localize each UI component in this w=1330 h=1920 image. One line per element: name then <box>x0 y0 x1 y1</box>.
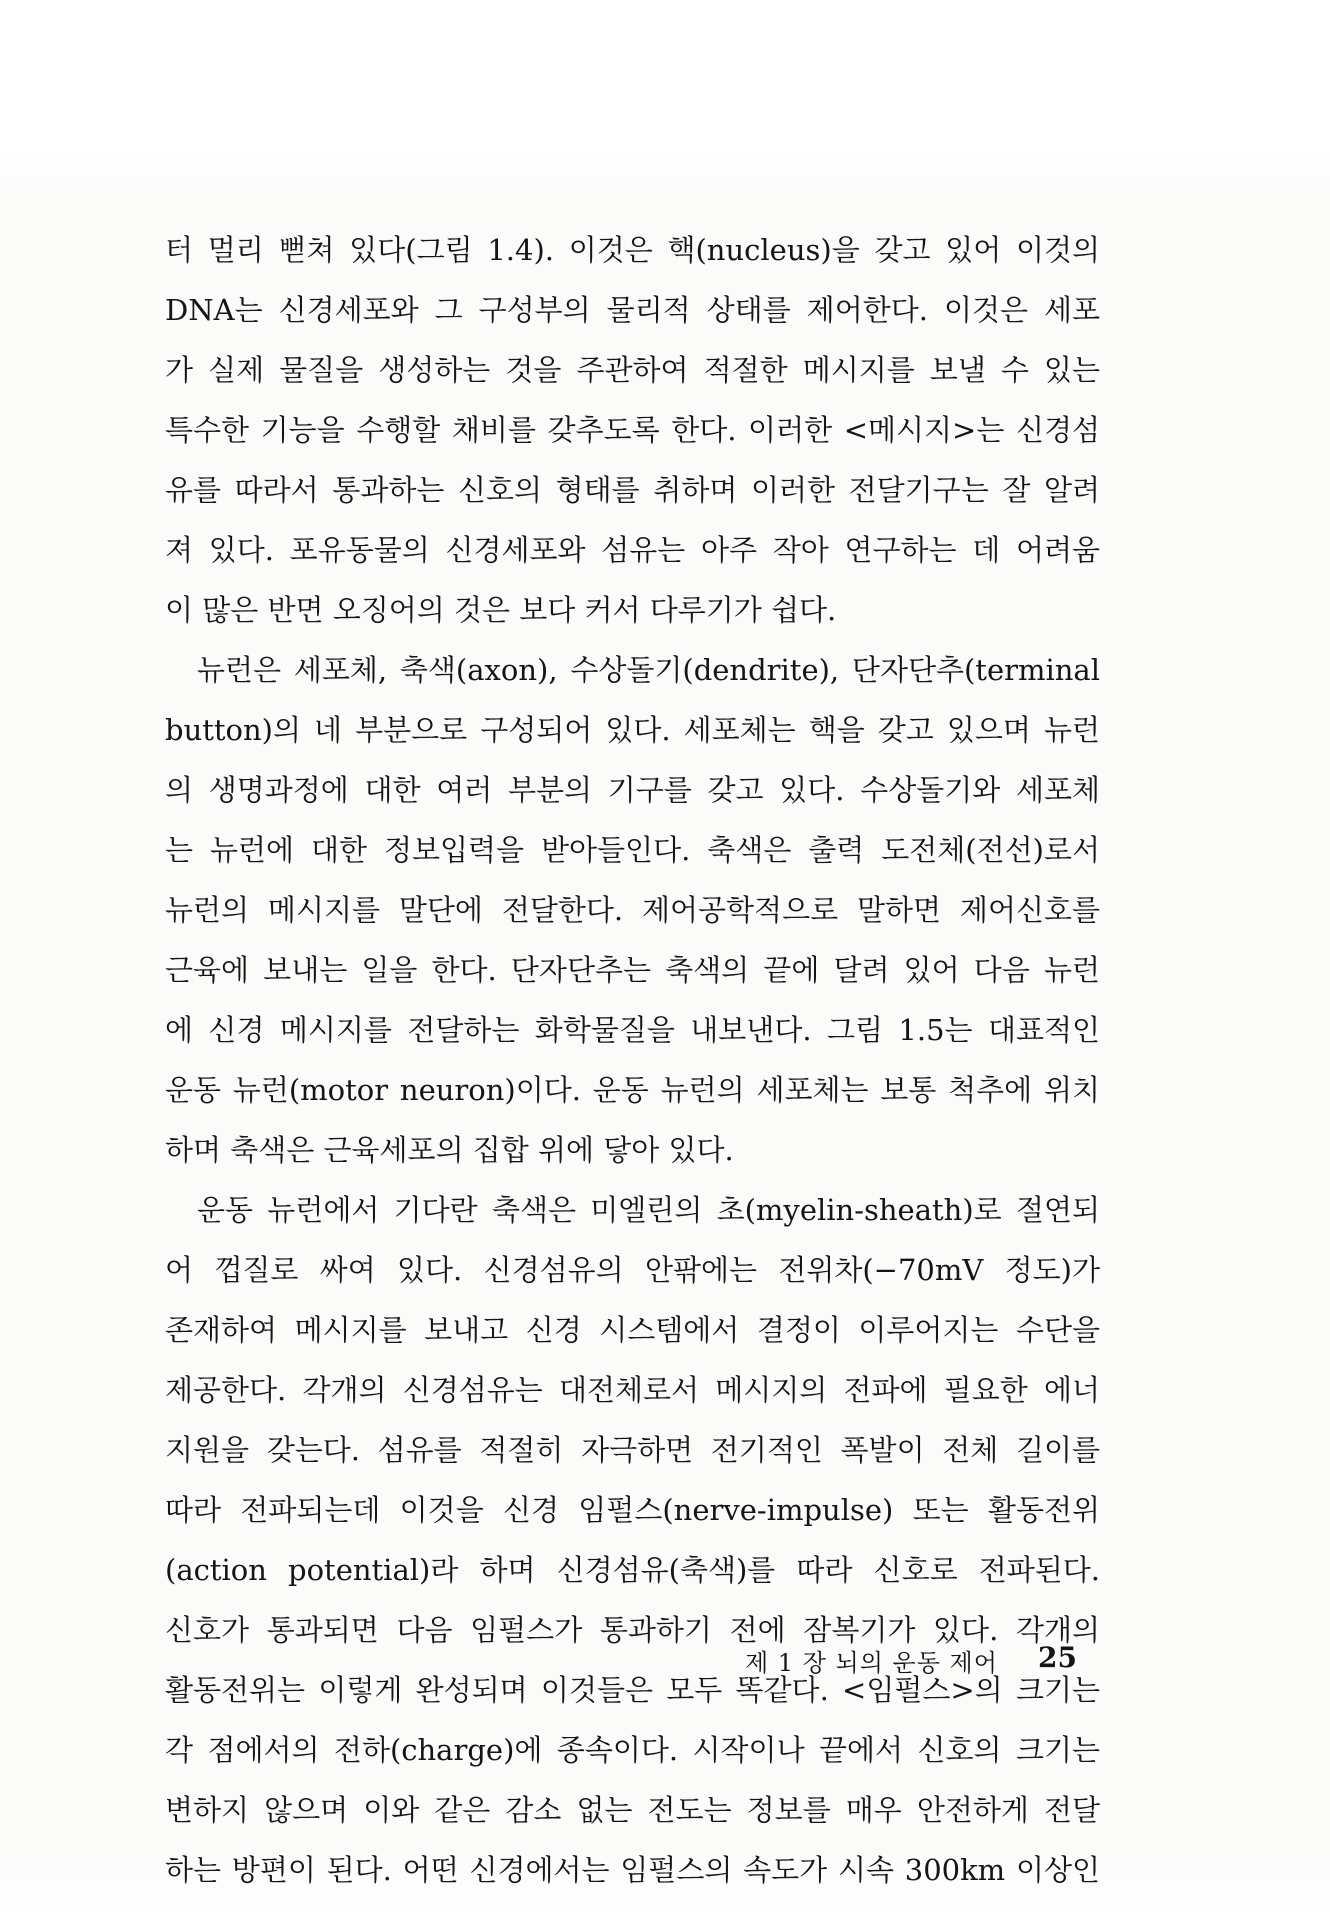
text-line: 는 뉴런에 대한 정보입력을 받아들인다. 축색은 출력 도전체(전선)로서 <box>165 833 1100 867</box>
text-line: 져 있다. 포유동물의 신경세포와 섬유는 아주 작아 연구하는 데 어려움 <box>165 533 1100 567</box>
text-line: 지원을 갖는다. 섬유를 적절히 자극하면 전기적인 폭발이 전체 길이를 <box>165 1433 1100 1467</box>
text-line: 운동 뉴런(motor neuron)이다. 운동 뉴런의 세포체는 보통 척추에 위치 <box>165 1073 1100 1107</box>
text-line: 하며 축색은 근육세포의 집합 위에 닿아 있다. <box>165 1133 734 1167</box>
text-line: (action potential)라 하며 신경섬유(축색)를 따라 신호로 전파된다. <box>165 1553 1100 1587</box>
text-line: 유를 따라서 통과하는 신호의 형태를 취하며 이러한 전달기구는 잘 알려 <box>165 473 1100 507</box>
text-line: button)의 네 부분으로 구성되어 있다. 세포체는 핵을 갖고 있으며 뉴런 <box>165 713 1100 747</box>
text-line: 존재하여 메시지를 보내고 신경 시스템에서 결정이 이루어지는 수단을 <box>165 1313 1100 1347</box>
text-line: 뉴런의 메시지를 말단에 전달한다. 제어공학적으로 말하면 제어신호를 <box>165 893 1100 927</box>
text-line: DNA는 신경세포와 그 구성부의 물리적 상태를 제어한다. 이것은 세포 <box>165 293 1100 327</box>
text-line: 의 생명과정에 대한 여러 부분의 기구를 갖고 있다. 수상돌기와 세포체 <box>165 773 1100 807</box>
text-line: 에 신경 메시지를 전달하는 화학물질을 내보낸다. 그림 1.5는 대표적인 <box>165 1013 1100 1047</box>
text-line: 활동전위는 이렇게 완성되며 이것들은 모두 똑같다. <임펄스>의 크기는 <box>165 1673 1100 1707</box>
text-line: 어 껍질로 싸여 있다. 신경섬유의 안팎에는 전위차(−70mV 정도)가 <box>165 1253 1100 1287</box>
text-line: 제공한다. 각개의 신경섬유는 대전체로서 메시지의 전파에 필요한 에너 <box>165 1373 1100 1407</box>
text-line: 하는 방편이 된다. 어떤 신경에서는 임펄스의 속도가 시속 300km 이상인 <box>165 1853 1100 1887</box>
page-number: 25 <box>1038 1641 1077 1674</box>
paragraph-first-line: 운동 뉴런에서 기다란 축색은 미엘린의 초(myelin-sheath)로 절연되 <box>197 1193 1100 1227</box>
paragraph-first-line: 뉴런은 세포체, 축색(axon), 수상돌기(dendrite), 단자단추(terminal <box>197 653 1100 687</box>
text-line: 각 점에서의 전하(charge)에 종속이다. 시작이나 끝에서 신호의 크기는 <box>165 1733 1100 1767</box>
text-line: 신호가 통과되면 다음 임펄스가 통과하기 전에 잠복기가 있다. 각개의 <box>165 1613 1100 1647</box>
text-line: 특수한 기능을 수행할 채비를 갖추도록 한다. 이러한 <메시지>는 신경섬 <box>165 413 1100 447</box>
text-line: 터 멀리 뻗쳐 있다(그림 1.4). 이것은 핵(nucleus)을 갖고 있어 이것의 <box>165 233 1100 267</box>
page-footer <box>0 1635 1330 1685</box>
text-line: 근육에 보내는 일을 한다. 단자단추는 축색의 끝에 달려 있어 다음 뉴런 <box>165 953 1100 987</box>
text-line: 변하지 않으며 이와 같은 감소 없는 전도는 정보를 매우 안전하게 전달 <box>165 1793 1100 1827</box>
text-line: 따라 전파되는데 이것을 신경 임펄스(nerve-impulse) 또는 활동전위 <box>165 1493 1100 1527</box>
text-line: 가 실제 물질을 생성하는 것을 주관하여 적절한 메시지를 보낼 수 있는 <box>165 353 1100 387</box>
running-footer-chapter: 제 1 장 뇌의 운동 제어 <box>745 1649 998 1677</box>
text-line: 이 많은 반면 오징어의 것은 보다 커서 다루기가 쉽다. <box>165 593 837 627</box>
